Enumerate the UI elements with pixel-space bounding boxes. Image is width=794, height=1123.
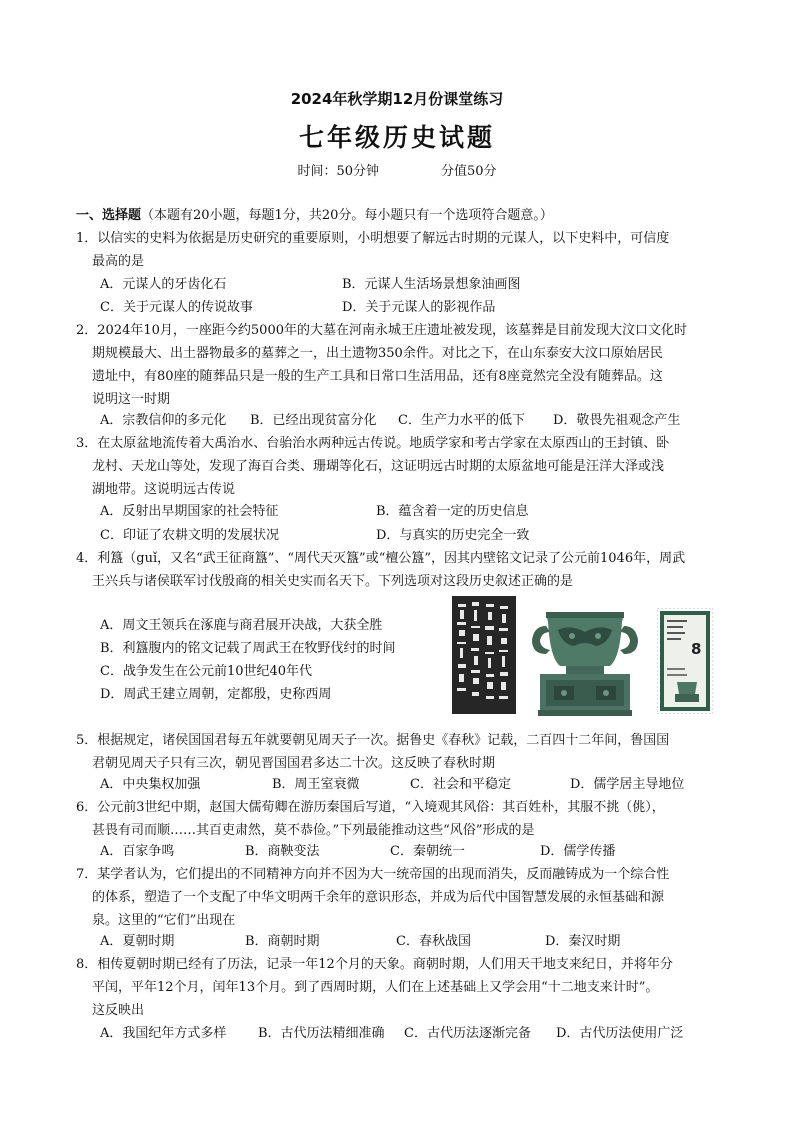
q6-option-d: D．儒学传播: [540, 844, 616, 859]
q1-stem-line1: 1．以信实的史料为依据是历史研究的重要原则，小明想要了解远古时期的元谋人，以下史料中，可信度: [76, 231, 670, 246]
q7-option-b: B．商朝时期: [245, 934, 320, 949]
q8-option-d: D．古代历法使用广泛: [556, 1026, 684, 1041]
q7-stem-line1: 7．某学者认为，它们提出的不同精神方向并不因为大一统帝国的出现而消失，反而融铸成为一个综合性: [76, 867, 670, 882]
q1-option-b: B．元谋人生活场景想象油画图: [342, 277, 521, 292]
inscription-rubbing-image: [452, 596, 516, 714]
q4-option-a: A．周文王领兵在涿鹿与商君展开决战，大获全胜: [100, 618, 383, 633]
q4-option-c: C．战争发生在公元前10世纪40年代: [100, 664, 313, 679]
q4-option-d: D．周武王建立周朝，定都殷，史称西周: [100, 687, 332, 702]
q6-stem-line2: 甚畏有司而顺……其百吏肃然，莫不恭俭。”下列最能推动这些“风俗”形成的是: [92, 823, 535, 838]
ligui-vessel-drawing: [524, 596, 646, 718]
exam-meta: [0, 160, 794, 179]
q5-option-b: B．周王室衰微: [272, 777, 360, 792]
q3-option-b: B．蕴含着一定的历史信息: [376, 504, 529, 519]
ligui-stamp-image: [657, 608, 713, 714]
q6-stem-line1: 6．公元前3世纪中期，赵国大儒荀卿在游历秦国后写道，“入境观其风俗：其百姓朴，其服不挑（佻），: [76, 800, 665, 815]
q8-option-b: B．古代历法精细准确: [258, 1026, 385, 1041]
q2-option-a: A．宗教信仰的多元化: [100, 413, 227, 428]
q1-option-a: A．元谋人的牙齿化石: [100, 277, 227, 292]
q2-stem-line1: 2．2024年10月，一座距今约5000年的大墓在河南永城王庄遗址被发现，该墓葬是目前发现大汶口文化时: [76, 323, 687, 338]
q3-option-d: D．与真实的历史完全一致: [376, 528, 530, 543]
section-note: （本题有20小题，每题1分，共20分。每小题只有一个选项符合题意。）: [141, 208, 553, 223]
q5-stem-line2: 君朝见周天子只有三次，朝见晋国国君多达二十次。这反映了春秋时期: [92, 756, 496, 771]
q7-stem-line3: 泉。这里的“它们”出现在: [92, 913, 236, 928]
q3-stem-line2: 龙村、天龙山等处，发现了海百合类、珊瑚等化石，这证明远古时期的太原盆地可能是汪洋大泽或浅: [92, 459, 665, 474]
q2-stem-line4: 说明这一时期: [92, 392, 171, 407]
stamp-denomination: 8: [691, 640, 702, 658]
q2-option-d: D．敬畏先祖观念产生: [553, 413, 681, 428]
q1-option-d: D．关于元谋人的影视作品: [342, 300, 496, 315]
exam-subject-title: 七年级历史试题: [298, 123, 495, 152]
q7-option-c: C．春秋战国: [396, 934, 471, 949]
q4-stem-line1: 4．利簋（guǐ，又名“武王征商簋”、“周代天灭簋”或“檀公簋”，因其内壁铭文记录了公元前1046年，周武: [76, 551, 686, 566]
q6-option-c: C．秦朝统一: [390, 844, 465, 859]
q3-stem-line1: 3．在太原盆地流传着大禹治水、台骀治水两种远古传说。地质学家和考古学家在太原西山的王封镇、卧: [76, 436, 670, 451]
section-heading: [76, 207, 553, 225]
q7-option-a: A．夏朝时期: [100, 934, 175, 949]
q4-stem-line2: 王兴兵与诸侯联军讨伐殷商的相关史实而名天下。下列选项对这段历史叙述正确的是: [92, 574, 574, 589]
q5-stem-line1: 5．根据规定，诸侯国国君每五年就要朝见周天子一次。据鲁史《春秋》记载，二百四十二年间，鲁国国: [76, 733, 670, 748]
q8-stem-line2: 平闰，平年12个月，闰年13个月。到了西周时期，人们在上述基础上又学会用“十二地支来计时”。: [92, 980, 659, 995]
q2-option-b: B．已经出现贫富分化: [250, 413, 377, 428]
q5-option-c: C．社会和平稳定: [410, 777, 511, 792]
exam-time: 时间：50分钟: [297, 164, 379, 179]
q2-stem-line3: 遗址中，有80座的随葬品只是一般的生产工具和日常口生活用品，还有8座竟然完全没有随葬品。这: [92, 369, 663, 384]
q8-option-a: A．我国纪年方式多样: [100, 1026, 227, 1041]
q8-stem-line3: 这反映出: [92, 1003, 145, 1018]
q5-option-a: A．中央集权加强: [100, 777, 201, 792]
q5-option-d: D．儒学居主导地位: [570, 777, 685, 792]
stamp-drawing: [657, 608, 713, 714]
exam-header-title: 2024年秋学期12月份课堂练习: [290, 90, 504, 108]
q6-option-a: A．百家争鸣: [100, 844, 175, 859]
q6-option-b: B．商鞅变法: [245, 844, 320, 859]
q4-option-b: B．利簋腹内的铭文记载了周武王在牧野伐纣的时间: [100, 641, 396, 656]
section-label: 一、选择题: [76, 208, 142, 223]
inscription-rubbing-drawing: [452, 596, 516, 714]
q7-option-d: D．秦汉时期: [545, 934, 621, 949]
q1-stem-line2: 最高的是: [92, 254, 145, 269]
q2-option-c: C．生产力水平的低下: [398, 413, 525, 428]
q1-option-c: C．关于元谋人的传说故事: [100, 300, 253, 315]
q8-option-c: C．古代历法逐渐完备: [404, 1026, 531, 1041]
ligui-bronze-vessel-image: [524, 596, 646, 718]
q3-stem-line3: 湖地带。这说明远古传说: [92, 482, 236, 497]
q3-option-c: C．印证了农耕文明的发展状况: [100, 528, 279, 543]
q3-option-a: A．反射出早期国家的社会特征: [100, 504, 279, 519]
q8-stem-line1: 8．相传夏朝时期已经有了历法，记录一年12个月的天象。商朝时期，人们用天干地支来纪日，并将年分: [76, 957, 673, 972]
exam-score: 分值50分: [441, 164, 497, 179]
q2-stem-line2: 期规模最大、出土器物最多的墓葬之一，出土遗物350余件。对比之下，在山东泰安大汶口原始居民: [92, 346, 663, 361]
q7-stem-line2: 的体系，塑造了一个支配了中华文明两千余年的意识形态，并成为后代中国智慧发展的永恒基础和源: [92, 890, 665, 905]
